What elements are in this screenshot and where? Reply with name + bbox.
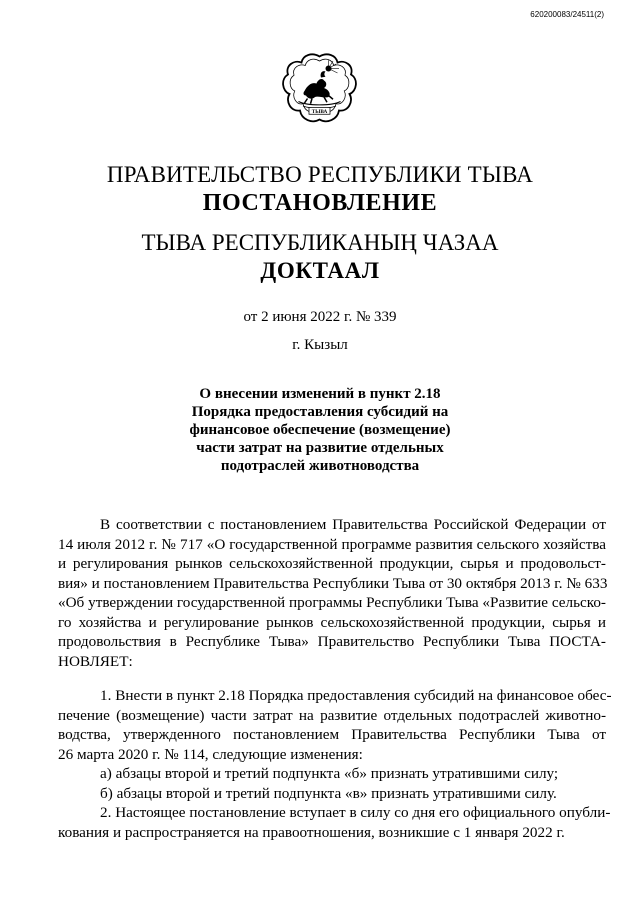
subject-line: Порядка предоставления субсидий на xyxy=(191,404,449,420)
text-line: продовольствия в Республике Тыва» Правительство Республики Тыва ПОСТА- xyxy=(58,633,606,650)
city: г. Кызыл xyxy=(292,337,348,353)
resolution-title-tyva: ДОКТААЛ xyxy=(260,258,380,283)
text-line: и регулирования рынков сельскохозяйственной продукции, сырья и продовольст- xyxy=(58,555,606,572)
text-line: НОВЛЯЕТ: xyxy=(58,652,133,670)
svg-text:ТЫВА: ТЫВА xyxy=(311,109,328,116)
subject-line: части затрат на развитие отдельных xyxy=(196,440,444,456)
subject-line: О внесении изменений в пункт 2.18 xyxy=(199,386,441,402)
government-heading: ПРАВИТЕЛЬСТВО РЕСПУБЛИКИ ТЫВА xyxy=(106,162,534,187)
document-code: 620200083/24511(2) xyxy=(530,10,604,19)
text-line: вия» и постановлением Правительства Республики Тыва от 30 октября 2013 г. № 633 xyxy=(58,574,608,592)
preamble-paragraph xyxy=(58,515,606,671)
coat-of-arms-emblem xyxy=(282,52,357,130)
clause-line: а) абзацы второй и третий подпункта «б» признать утратившими силу; xyxy=(100,765,559,782)
subject-line: подотраслей животноводства xyxy=(220,458,420,474)
text-line: 14 июля 2012 г. № 717 «О государственной программе развития сельского хозяйства xyxy=(58,535,606,553)
date-and-number: от 2 июня 2022 г. № 339 xyxy=(243,309,397,325)
resolution-title: ПОСТАНОВЛЕНИЕ xyxy=(202,190,438,216)
clause-line: печение (возмещение) части затрат на развитие отдельных подотраслей животно- xyxy=(58,706,606,724)
clause-line: 26 марта 2020 г. № 114, следующие изменения: xyxy=(58,745,363,763)
text-line: го хозяйства и регулирование рынков сельскохозяйственной продукции, сырья и xyxy=(58,613,606,631)
document-subject xyxy=(150,385,490,475)
government-heading-tyva: ТЫВА РЕСПУБЛИКАНЫҢ ЧАЗАА xyxy=(141,230,499,255)
clause-line: 2. Настоящее постановление вступает в силу со дня его официального опубли- xyxy=(100,804,611,821)
text-line: В соответствии с постановлением Правительства Российской Федерации от xyxy=(100,516,606,533)
clauses-section xyxy=(58,686,612,842)
subject-line: финансовое обеспечение (возмещение) xyxy=(189,422,451,438)
text-line: «Об утверждении государственной программы Республики Тыва «Развитие сельско- xyxy=(58,594,606,611)
clause-line: б) абзацы второй и третий подпункта «в» признать утратившими силу. xyxy=(100,784,557,802)
clause-line: кования и распространяется на правоотношения, возникшие с 1 января 2022 г. xyxy=(58,823,565,841)
clause-line: 1. Внести в пункт 2.18 Порядка предоставления субсидий на финансовое обес- xyxy=(100,687,612,704)
clause-line: водства, утвержденного постановлением Правительства Республики Тыва от xyxy=(58,726,606,743)
